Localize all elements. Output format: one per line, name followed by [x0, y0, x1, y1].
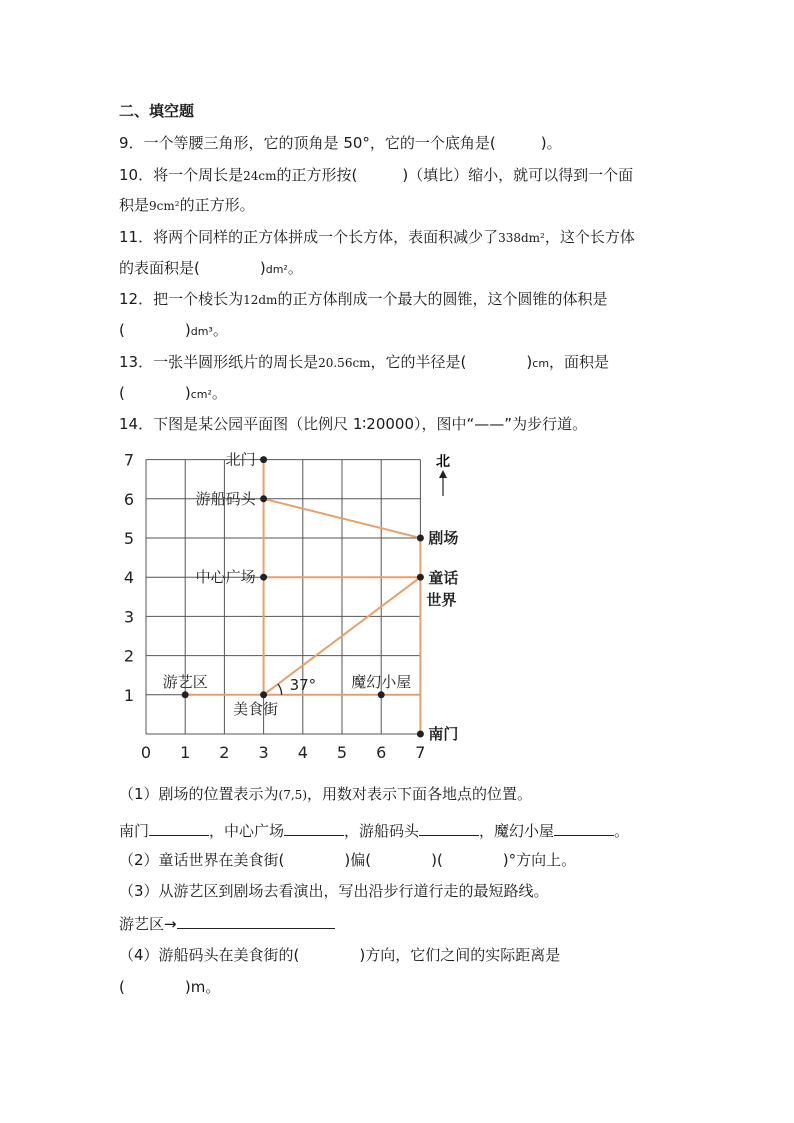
q12-end: 。: [212, 321, 228, 339]
q11-text2: 的表面积是( ): [119, 259, 266, 277]
place-label: 北门: [225, 450, 256, 469]
answer-blank-magic-house[interactable]: [554, 820, 614, 836]
angle-arc: [278, 684, 282, 695]
q12-unit: dm³: [190, 325, 213, 338]
q10-text: 10．将一个周长是: [119, 166, 244, 184]
y-tick-label: 4: [123, 568, 134, 588]
answer-blank-boat-dock[interactable]: [419, 820, 479, 836]
q10-perimeter: 24cm: [243, 169, 277, 183]
question-11-line2: [119, 258, 303, 280]
q13-end: 。: [211, 384, 227, 402]
section-title: 二、填空题: [119, 102, 195, 120]
q13-text-mid: ，它的半径是( ): [370, 353, 533, 371]
place-point: [260, 691, 267, 698]
place-point: [182, 691, 189, 698]
q12-text: 12．把一个棱长为: [119, 290, 244, 308]
x-tick-label: 2: [219, 743, 230, 762]
sub-question-1-answers: [119, 820, 629, 841]
y-tick-label: 1: [123, 685, 134, 705]
route-start: 游艺区→: [119, 915, 177, 933]
park-map: [110, 440, 490, 770]
angle-label: 37°: [289, 675, 317, 694]
q11-end: 。: [287, 259, 303, 277]
y-tick-label: 2: [123, 646, 134, 666]
place-label: 美食街: [233, 699, 279, 718]
question-13-line1: [119, 352, 609, 374]
place-point: [417, 535, 424, 542]
place-point: [260, 495, 267, 502]
place-label: 剧场: [428, 529, 459, 547]
question-13-line2: [119, 383, 227, 405]
q12-edge: 12dm: [243, 293, 278, 307]
question-14: 14．下图是某公园平面图（比例尺 1∶20000），图中“——”为步行道。: [119, 415, 588, 433]
y-tick-label: 3: [123, 607, 134, 627]
place-point: [417, 574, 424, 581]
x-tick-label: 7: [415, 743, 426, 762]
q12-text2: ( ): [119, 321, 191, 339]
place-label: 游艺区: [162, 672, 208, 691]
question-9: 9．一个等腰三角形，它的顶角是 50°，它的一个底角是( )。: [119, 134, 562, 152]
answer-label-magic-house: ，魔幻小屋: [479, 822, 555, 840]
place-label: 魔幻小屋: [351, 672, 412, 691]
north-indicator: [436, 454, 450, 496]
q10-text-rest: 的正方形按( )（填比）缩小，就可以得到一个面: [276, 166, 634, 184]
answer-end: 。: [614, 822, 630, 840]
place-point: [417, 731, 424, 738]
x-tick-label: 3: [258, 743, 269, 762]
q11-area: 338dm²: [498, 231, 545, 245]
q13-text2: ( ): [119, 384, 191, 402]
q11-unit: dm²: [265, 263, 288, 276]
answer-label-boat-dock: ，游船码头: [344, 822, 420, 840]
q13-perimeter: 20.56cm: [318, 356, 371, 370]
sub1-text: （1）剧场的位置表示为: [119, 785, 279, 803]
q11-text-rest: ，这个长方体: [544, 228, 635, 246]
sub1-text-rest: ，用数对表示下面各地点的位置。: [307, 785, 533, 803]
sub1-theater-coord: (7,5): [278, 788, 307, 802]
q13-unit-cm: cm: [532, 357, 550, 370]
x-tick-label: 6: [376, 743, 387, 762]
place-point: [260, 574, 267, 581]
question-12-line1: [119, 289, 607, 310]
sub-question-4-line1: （4）游船码头在美食街的( )方向，它们之间的实际距离是: [119, 946, 561, 964]
sub-question-2: （2）童话世界在美食街( )偏( )( )°方向上。: [119, 851, 577, 869]
place-point: [260, 456, 267, 463]
q10-area: 9cm²: [149, 199, 180, 213]
x-tick-label: 4: [297, 743, 308, 762]
q13-unit-cm2: cm²: [190, 388, 212, 401]
question-12-line2: [119, 320, 228, 342]
sub-question-4-line2: ( )m。: [119, 978, 221, 996]
place-label: 中心广场: [195, 568, 256, 587]
y-tick-label: 7: [123, 450, 134, 470]
q12-text-rest: 的正方体削成一个最大的圆锥，这个圆锥的体积是: [277, 290, 608, 308]
sub-question-3-answer: [119, 913, 335, 934]
north-arrow-head: [439, 470, 447, 478]
place-point: [378, 691, 385, 698]
sub-question-3: （3）从游艺区到剧场去看演出，写出沿步行道行走的最短路线。: [119, 882, 549, 900]
sub-question-1: [119, 784, 532, 805]
q13-text: 13．一张半圆形纸片的周长是: [119, 353, 319, 371]
route-answer-blank[interactable]: [177, 913, 335, 929]
answer-label-center-square: ，中心广场: [209, 822, 285, 840]
y-tick-label: 5: [123, 529, 134, 548]
question-10-line1: [119, 165, 633, 186]
question-10-line2: [119, 195, 255, 216]
north-label: 北: [436, 454, 450, 470]
x-tick-label: 1: [180, 743, 191, 762]
place-label: 世界: [426, 591, 457, 610]
place-label: 南门: [428, 725, 459, 743]
q13-text-rest: ，面积是: [549, 353, 610, 371]
place-label: 游船码头: [195, 489, 256, 508]
q11-text: 11．将两个同样的正方体拼成一个长方体，表面积减少了: [119, 228, 499, 246]
q10-text2: 积是: [119, 196, 150, 214]
answer-label-south-gate: 南门: [119, 822, 150, 840]
q10-text2-rest: 的正方形。: [179, 196, 255, 214]
map-labels: [163, 451, 459, 743]
x-tick-label: 5: [336, 743, 348, 762]
answer-blank-center-square[interactable]: [284, 820, 344, 836]
place-label: 童话: [428, 569, 459, 588]
question-11-line1: [119, 227, 635, 248]
x-tick-label: 0: [140, 743, 152, 762]
answer-blank-south-gate[interactable]: [149, 820, 209, 836]
y-tick-label: 6: [123, 489, 134, 509]
